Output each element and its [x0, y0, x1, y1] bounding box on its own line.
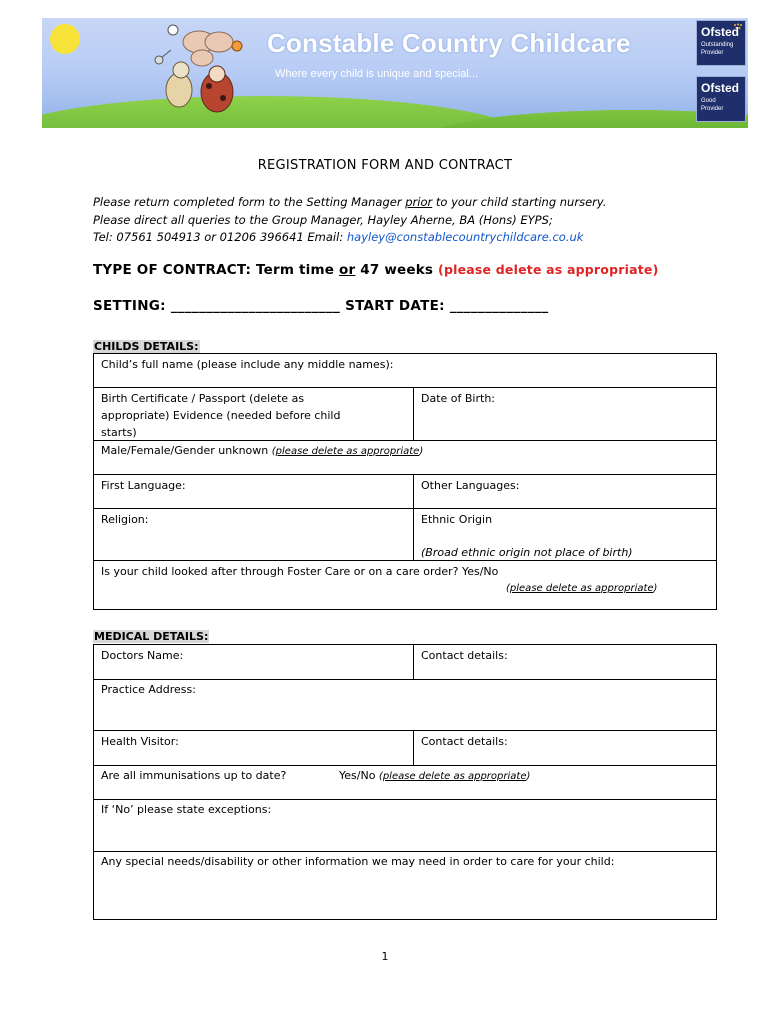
field-label: Is your child looked after through Foster Care or on a care order? Yes/No [101, 565, 499, 578]
badge-line1: Good [701, 98, 716, 104]
field-label: Contact details: [421, 735, 508, 748]
field-label: Health Visitor: [101, 735, 179, 748]
field-label: Date of Birth: [421, 392, 496, 405]
email-link[interactable]: hayley@constablecountrychildcare.co.uk [346, 230, 584, 244]
medical-details-heading: MEDICAL DETAILS: [94, 630, 209, 643]
field-label: Practice Address: [101, 683, 196, 696]
first-language-field[interactable] [93, 474, 414, 509]
health-visitor-contact-field[interactable] [413, 730, 717, 766]
intro-line-3: Tel: 07561 504913 or 01206 396641 Email: hayley@constablecountrychildcare.co.uk [93, 230, 584, 244]
page-number: 1 [381, 950, 389, 963]
gender-field[interactable] [93, 440, 717, 475]
field-label: Any special needs/disability or other information we may need in order to care for your child: [101, 855, 615, 868]
field-label: Religion: [101, 513, 149, 526]
immunisations-field[interactable] [93, 765, 717, 800]
field-label: Male/Female/Gender unknown (please delete as appropriate) [101, 444, 424, 457]
setting-start-date-line[interactable]: SETTING: ________________________ START DATE: ______________ [93, 298, 549, 314]
field-hint: (please delete as appropriate) [506, 583, 658, 594]
other-languages-field[interactable] [413, 474, 717, 509]
document-title: REGISTRATION FORM AND CONTRACT [257, 158, 513, 173]
health-visitor-field[interactable] [93, 730, 414, 766]
field-label: Are all immunisations up to date? [101, 769, 287, 782]
yes-no-option: Yes/No (please delete as appropriate) [339, 769, 531, 782]
bugs-illustration [97, 20, 257, 120]
field-label: First Language: [101, 479, 186, 492]
practice-address-field[interactable] [93, 679, 717, 731]
field-hint: (Broad ethnic origin not place of birth) [421, 546, 633, 559]
badge-name: Ofsted [701, 81, 740, 95]
exceptions-field[interactable] [93, 799, 717, 852]
birth-certificate-field[interactable] [93, 387, 414, 441]
doctors-name-field[interactable] [93, 644, 414, 680]
intro-paragraph [93, 194, 693, 247]
religion-field[interactable] [93, 508, 414, 561]
header-banner [42, 18, 748, 128]
doctor-contact-field[interactable] [413, 644, 717, 680]
intro-line-1: Please return completed form to the Setting Manager prior to your child starting nursery. [93, 195, 607, 209]
field-label: Child’s full name (please include any middle names): [101, 358, 394, 371]
field-label: If ‘No’ please state exceptions: [101, 803, 272, 816]
org-tagline: Where every child is unique and special... [275, 68, 478, 80]
delete-note: (please delete as appropriate) [438, 262, 659, 277]
org-title: Constable Country Childcare [267, 28, 631, 58]
childs-details-heading: CHILDS DETAILS: [94, 340, 199, 353]
badge-line2: Provider [701, 106, 724, 112]
foster-care-field[interactable] [93, 560, 717, 610]
special-needs-field[interactable] [93, 851, 717, 920]
date-of-birth-field[interactable] [413, 387, 717, 441]
ofsted-good-badge [696, 76, 746, 122]
sun-illustration [50, 24, 80, 54]
field-label: Doctors Name: [101, 649, 184, 662]
field-label: Other Languages: [421, 479, 520, 492]
field-label: Ethnic Origin [421, 513, 493, 526]
badge-line1: Outstanding [701, 42, 734, 48]
child-full-name-field[interactable] [93, 353, 717, 388]
intro-line-2: Please direct all queries to the Group Manager, Hayley Aherne, BA (Hons) EYPS; [93, 212, 553, 227]
field-label: Contact details: [421, 649, 508, 662]
badge-name: Ofsted [701, 25, 740, 39]
ofsted-outstanding-badge [696, 20, 746, 66]
field-label: Birth Certificate / Passport (delete as appropriate) Evidence (needed before child starts) [101, 392, 341, 439]
ethnic-origin-field[interactable] [413, 508, 717, 561]
contract-type: TYPE OF CONTRACT: Term time or 47 weeks (please delete as appropriate) [93, 262, 659, 278]
badge-line2: Provider [701, 50, 724, 56]
